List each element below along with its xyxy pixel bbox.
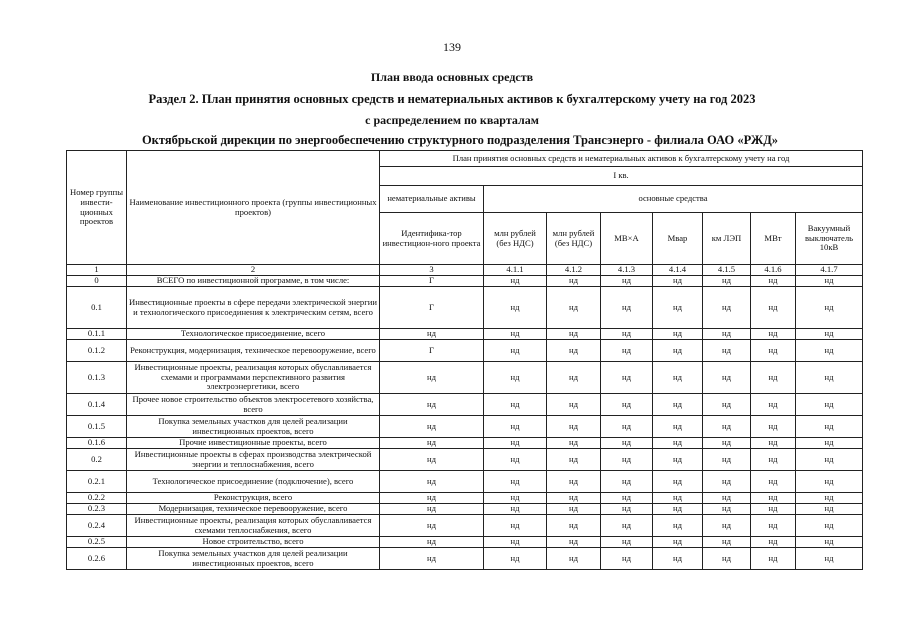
- value-cell: нд: [751, 287, 796, 329]
- value-cell: нд: [547, 493, 601, 504]
- header-project-name: Наименование инвестиционного проекта (группы инвестиционных проектов): [127, 151, 380, 265]
- value-cell: нд: [751, 493, 796, 504]
- value-cell: нд: [547, 438, 601, 449]
- value-cell: нд: [547, 449, 601, 471]
- row-number: 0.2.2: [67, 493, 127, 504]
- table-row: [67, 394, 863, 416]
- project-identifier: нд: [380, 416, 484, 438]
- value-cell: нд: [484, 537, 547, 548]
- value-cell: нд: [547, 329, 601, 340]
- value-cell: нд: [751, 329, 796, 340]
- row-number: 0.2.5: [67, 537, 127, 548]
- header-mw: МВт: [751, 213, 796, 265]
- value-cell: нд: [653, 449, 703, 471]
- value-cell: нд: [653, 438, 703, 449]
- project-name: Модернизация, техническое перевооружение, всего: [127, 504, 380, 515]
- value-cell: нд: [751, 416, 796, 438]
- table-row: [67, 515, 863, 537]
- value-cell: нд: [751, 362, 796, 394]
- project-name: Инвестиционные проекты в сферах производства электрической энергии и теплоснабжения, всего: [127, 449, 380, 471]
- value-cell: нд: [796, 504, 863, 515]
- project-name: Технологическое присоединение, всего: [127, 329, 380, 340]
- row-number: 0: [67, 276, 127, 287]
- project-name: Технологическое присоединение (подключение), всего: [127, 471, 380, 493]
- project-identifier: нд: [380, 548, 484, 570]
- value-cell: нд: [547, 548, 601, 570]
- row-number: 0.2: [67, 449, 127, 471]
- value-cell: нд: [484, 504, 547, 515]
- value-cell: нд: [653, 493, 703, 504]
- header-fixed-assets: основные средства: [484, 186, 863, 213]
- value-cell: нд: [484, 287, 547, 329]
- value-cell: нд: [653, 504, 703, 515]
- header-quarter: I кв.: [380, 167, 863, 186]
- value-cell: нд: [703, 394, 751, 416]
- project-identifier: нд: [380, 471, 484, 493]
- value-cell: нд: [601, 287, 653, 329]
- value-cell: нд: [751, 449, 796, 471]
- value-cell: нд: [703, 329, 751, 340]
- header-mln-rub: млн рублей (без НДС): [484, 213, 547, 265]
- value-cell: нд: [796, 362, 863, 394]
- value-cell: нд: [653, 340, 703, 362]
- title-heading: План ввода основных средств: [370, 70, 534, 84]
- project-identifier: Г: [380, 340, 484, 362]
- col-number: 4.1.6: [751, 265, 796, 276]
- col-number: 4.1.7: [796, 265, 863, 276]
- value-cell: нд: [547, 362, 601, 394]
- table-row: [67, 340, 863, 362]
- value-cell: нд: [703, 438, 751, 449]
- table-row: [67, 438, 863, 449]
- value-cell: нд: [484, 449, 547, 471]
- value-cell: нд: [796, 471, 863, 493]
- value-cell: нд: [484, 329, 547, 340]
- value-cell: нд: [703, 362, 751, 394]
- row-number: 0.1.2: [67, 340, 127, 362]
- project-name: Реконструкция, модернизация, техническое перевооружение, всего: [127, 340, 380, 362]
- value-cell: нд: [484, 438, 547, 449]
- value-cell: нд: [796, 449, 863, 471]
- value-cell: нд: [547, 340, 601, 362]
- value-cell: нд: [703, 276, 751, 287]
- row-number: 0.1.3: [67, 362, 127, 394]
- header-plan-title: План принятия основных средств и нематериальных активов к бухгалтерскому учету на год: [380, 151, 863, 167]
- value-cell: нд: [601, 340, 653, 362]
- table-row: [67, 493, 863, 504]
- value-cell: нд: [751, 537, 796, 548]
- value-cell: нд: [484, 276, 547, 287]
- value-cell: нд: [796, 548, 863, 570]
- row-number: 0.1.5: [67, 416, 127, 438]
- col-number: 4.1.3: [601, 265, 653, 276]
- col-number: 4.1.1: [484, 265, 547, 276]
- value-cell: нд: [653, 276, 703, 287]
- row-number: 0.2.4: [67, 515, 127, 537]
- value-cell: нд: [703, 471, 751, 493]
- project-identifier: Г: [380, 287, 484, 329]
- value-cell: нд: [484, 548, 547, 570]
- col-number: 2: [127, 265, 380, 276]
- project-identifier: нд: [380, 504, 484, 515]
- project-identifier: нд: [380, 362, 484, 394]
- value-cell: нд: [796, 416, 863, 438]
- header-intangible: нематериальные активы: [380, 186, 484, 213]
- project-name: Инвестиционные проекты, реализация которых обуславливается схемами и программами перспективного развития электроэнергетики, всего: [127, 362, 380, 394]
- project-name: Покупка земельных участков для целей реализации инвестиционных проектов, всего: [127, 548, 380, 570]
- value-cell: нд: [653, 537, 703, 548]
- value-cell: нд: [547, 416, 601, 438]
- project-identifier: нд: [380, 438, 484, 449]
- value-cell: нд: [484, 416, 547, 438]
- value-cell: нд: [653, 515, 703, 537]
- table-row: [67, 471, 863, 493]
- project-identifier: нд: [380, 493, 484, 504]
- value-cell: нд: [751, 276, 796, 287]
- col-number: 3: [380, 265, 484, 276]
- row-number: 0.2.1: [67, 471, 127, 493]
- table-row: [67, 548, 863, 570]
- project-name: Инвестиционные проекты в сфере передачи электрической энергии и технологического присоединения к электрическим сетям, всего: [127, 287, 380, 329]
- table-row: [67, 329, 863, 340]
- value-cell: нд: [601, 515, 653, 537]
- value-cell: нд: [751, 515, 796, 537]
- table-row: [67, 449, 863, 471]
- value-cell: нд: [601, 394, 653, 416]
- value-cell: нд: [703, 340, 751, 362]
- value-cell: нд: [751, 394, 796, 416]
- project-identifier: нд: [380, 394, 484, 416]
- project-name: Инвестиционные проекты, реализация которых обуславливается схемами теплоснабжения, всего: [127, 515, 380, 537]
- value-cell: нд: [703, 416, 751, 438]
- value-cell: нд: [484, 515, 547, 537]
- value-cell: нд: [601, 416, 653, 438]
- asset-plan-table: [66, 150, 863, 570]
- header-switch: Вакуумный выключатель 10кВ: [796, 213, 863, 265]
- value-cell: нд: [601, 438, 653, 449]
- value-cell: нд: [703, 287, 751, 329]
- value-cell: нд: [703, 449, 751, 471]
- value-cell: нд: [653, 394, 703, 416]
- value-cell: нд: [796, 329, 863, 340]
- value-cell: нд: [601, 548, 653, 570]
- value-cell: нд: [601, 493, 653, 504]
- value-cell: нд: [796, 537, 863, 548]
- value-cell: нд: [484, 493, 547, 504]
- subtitle-heading: с распределением по кварталам: [365, 113, 539, 127]
- project-name: ВСЕГО по инвестиционной программе, в том числе:: [127, 276, 380, 287]
- value-cell: нд: [653, 329, 703, 340]
- table-row: [67, 504, 863, 515]
- value-cell: нд: [796, 340, 863, 362]
- value-cell: нд: [796, 287, 863, 329]
- value-cell: нд: [547, 394, 601, 416]
- value-cell: нд: [653, 416, 703, 438]
- table-row: [67, 287, 863, 329]
- header-identifier: Идентифика-тор инвестицион-ного проекта: [380, 213, 484, 265]
- value-cell: нд: [601, 329, 653, 340]
- project-identifier: нд: [380, 515, 484, 537]
- row-number: 0.1.1: [67, 329, 127, 340]
- value-cell: нд: [796, 438, 863, 449]
- value-cell: нд: [796, 394, 863, 416]
- value-cell: нд: [601, 276, 653, 287]
- header-group-number: Номер группы инвести-ционных проектов: [67, 151, 127, 265]
- project-identifier: нд: [380, 329, 484, 340]
- header-mva: МВ×А: [601, 213, 653, 265]
- project-name: Новое строительство, всего: [127, 537, 380, 548]
- value-cell: нд: [703, 504, 751, 515]
- value-cell: нд: [751, 548, 796, 570]
- value-cell: нд: [601, 449, 653, 471]
- value-cell: нд: [751, 340, 796, 362]
- value-cell: нд: [601, 362, 653, 394]
- row-number: 0.1.6: [67, 438, 127, 449]
- value-cell: нд: [796, 276, 863, 287]
- value-cell: нд: [796, 493, 863, 504]
- table-row: [67, 416, 863, 438]
- section-heading: Раздел 2. План принятия основных средств и нематериальных активов к бухгалтерскому учету на год 2023: [148, 92, 756, 106]
- value-cell: нд: [601, 471, 653, 493]
- project-name: Реконструкция, всего: [127, 493, 380, 504]
- value-cell: нд: [703, 493, 751, 504]
- project-identifier: нд: [380, 449, 484, 471]
- value-cell: нд: [703, 548, 751, 570]
- value-cell: нд: [703, 537, 751, 548]
- col-number: 4.1.2: [547, 265, 601, 276]
- value-cell: нд: [484, 362, 547, 394]
- value-cell: нд: [751, 471, 796, 493]
- value-cell: нд: [547, 287, 601, 329]
- col-number: 4.1.4: [653, 265, 703, 276]
- row-number: 0.1: [67, 287, 127, 329]
- col-number: 4.1.5: [703, 265, 751, 276]
- value-cell: нд: [601, 537, 653, 548]
- table-row: [67, 362, 863, 394]
- header-mvar: Мвар: [653, 213, 703, 265]
- value-cell: нд: [796, 515, 863, 537]
- value-cell: нд: [751, 438, 796, 449]
- value-cell: нд: [653, 287, 703, 329]
- project-name: Покупка земельных участков для целей реализации инвестиционных проектов, всего: [127, 416, 380, 438]
- row-number: 0.1.4: [67, 394, 127, 416]
- project-identifier: нд: [380, 537, 484, 548]
- value-cell: нд: [484, 340, 547, 362]
- row-number: 0.2.3: [67, 504, 127, 515]
- value-cell: нд: [547, 515, 601, 537]
- project-identifier: Г: [380, 276, 484, 287]
- page-number: 139: [443, 40, 461, 54]
- value-cell: нд: [484, 471, 547, 493]
- project-name: Прочее новое строительство объектов электросетевого хозяйства, всего: [127, 394, 380, 416]
- value-cell: нд: [653, 471, 703, 493]
- value-cell: нд: [547, 276, 601, 287]
- col-number: 1: [67, 265, 127, 276]
- value-cell: нд: [484, 394, 547, 416]
- table-row: [67, 276, 863, 287]
- header-km: км ЛЭП: [703, 213, 751, 265]
- header-mln-rub-2: млн рублей (без НДС): [547, 213, 601, 265]
- organization-heading: Октябрьской дирекции по энергообеспечению структурного подразделения Трансэнерго - филиала ОАО «РЖД»: [141, 133, 779, 147]
- value-cell: нд: [601, 504, 653, 515]
- value-cell: нд: [547, 504, 601, 515]
- project-name: Прочие инвестиционные проекты, всего: [127, 438, 380, 449]
- value-cell: нд: [547, 537, 601, 548]
- value-cell: нд: [653, 362, 703, 394]
- table-row: [67, 537, 863, 548]
- value-cell: нд: [653, 548, 703, 570]
- value-cell: нд: [703, 515, 751, 537]
- value-cell: нд: [751, 504, 796, 515]
- row-number: 0.2.6: [67, 548, 127, 570]
- value-cell: нд: [547, 471, 601, 493]
